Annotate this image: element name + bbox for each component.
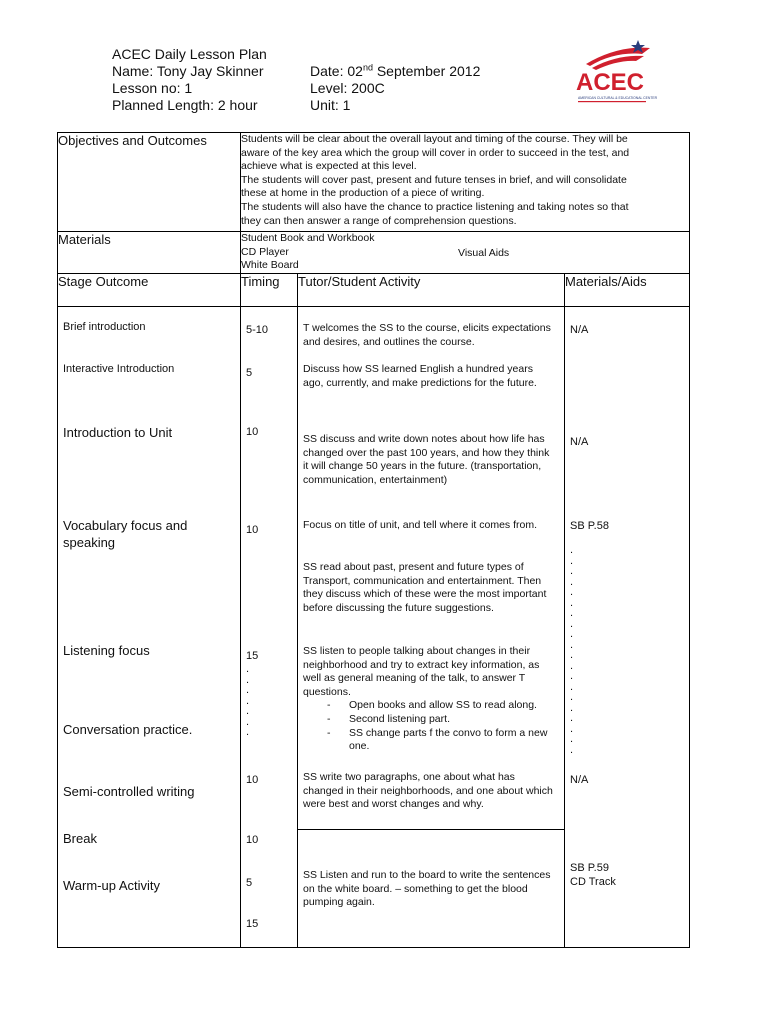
timing-unit-intro: 10 [246, 426, 259, 438]
stage-vocab: Vocabulary focus and speaking [63, 518, 188, 550]
materials-label: Materials [58, 232, 241, 274]
activity-brief: T welcomes the SS to the course, elicits expectations and desires, and outlines the course. [303, 322, 551, 348]
aids-dots: . . . . . . . . . . . . . . . . . . . . [570, 544, 574, 756]
aids-semi: N/A [570, 774, 589, 786]
timing-dots: . . . . . . . [246, 663, 250, 738]
lesson-date: Date: 02nd September 2012 [310, 62, 481, 79]
stages-row [58, 307, 690, 948]
acec-logo-graphic [566, 38, 658, 108]
activity-divider [298, 829, 564, 830]
objectives-row [58, 133, 690, 232]
acec-logo [566, 38, 658, 108]
svg-text:ACEC: ACEC [576, 69, 645, 96]
timing-brief: 5-10 [246, 324, 269, 336]
activity-vocab-focus: Focus on title of unit, and tell where it comes from. [303, 519, 538, 531]
stage-brief: Brief introduction [63, 321, 146, 333]
col-materials-aids: Materials/Aids [565, 274, 690, 307]
stage-break: Break [63, 831, 97, 846]
timing-vocab: 10 [246, 524, 259, 536]
lesson-number: Lesson no: 1 [112, 80, 193, 96]
stage-semi: Semi-controlled writing [63, 784, 195, 799]
visual-aids: Visual Aids [458, 247, 510, 259]
timing-semi: 10 [246, 774, 259, 786]
timing-column [241, 307, 298, 948]
aids-column [565, 307, 690, 948]
svg-text:AMERICAN CULTURAL & EDUCATIONA: AMERICAN CULTURAL & EDUCATIONAL CENTER [578, 96, 658, 100]
timing-break: 10 [246, 834, 259, 846]
listening-step: - Second listening part. [349, 713, 553, 727]
timing-listening: 15 [246, 650, 259, 662]
stage-conversation: Conversation practice. [63, 722, 193, 737]
teacher-name: Name: Tony Jay Skinner [112, 63, 264, 79]
stage-column [58, 307, 241, 948]
timing-interactive: 5 [246, 367, 253, 379]
activity-listening: SS listen to people talking about changes in their neighborhood and try to extract key information, as well as general meaning of the talk, to answer T questions. - Open books and allow SS to read along. - Second listening part. - SS change parts f the convo to form a new one. [303, 645, 553, 754]
activity-vocab-read: SS read about past, present and future types of Transport, communication and entertainment. Then they discuss which of these were the most important before discussing the future suggestions. [303, 561, 547, 614]
stage-warmup: Warm-up Activity [63, 878, 161, 893]
lesson-level: Level: 200C [310, 80, 385, 96]
listening-steps [303, 699, 553, 753]
activity-column [298, 307, 565, 948]
activity-semi: SS write two paragraphs, one about what has changed in their neighborhoods, and one about which were best and worst changes and why. [303, 771, 553, 811]
lesson-plan-table [57, 132, 690, 948]
lesson-header [112, 46, 480, 114]
col-activity: Tutor/Student Activity [298, 274, 565, 307]
aids-brief: N/A [570, 324, 589, 336]
stage-unit-intro: Introduction to Unit [63, 425, 173, 440]
column-header-row [58, 274, 690, 307]
activity-interactive: Discuss how SS learned English a hundred years ago, currently, and make predictions for the future. [303, 363, 537, 389]
listening-step: - Open books and allow SS to read along. [349, 699, 553, 713]
col-stage-outcome: Stage Outcome [58, 274, 241, 307]
aids-warmup: SB P.59 CD Track [570, 862, 616, 888]
lesson-unit: Unit: 1 [310, 97, 351, 113]
aids-vocab: SB P.58 [570, 520, 609, 532]
listening-step: - SS change parts f the convo to form a new one. [349, 727, 553, 754]
plan-title: ACEC Daily Lesson Plan [112, 46, 267, 62]
aids-unit-intro: N/A [570, 436, 589, 448]
materials-row [58, 232, 690, 274]
planned-length: Planned Length: 2 hour [112, 97, 258, 113]
col-timing: Timing [241, 274, 298, 307]
activity-warmup: SS Listen and run to the board to write the sentences on the white board. – something to get the blood pumping again. [303, 869, 551, 909]
objectives-text: Students will be clear about the overall layout and timing of the course. They will be aware of the key area which the group will cover in order to succeed in the test, and achieve what is expected at this level. The students will cover past, present and future tenses in brief, and will consolidate these at home in the production of a piece of writing. The students will also have the chance to practice listening and taking notes so that they can then answer a range of comprehension questions. [241, 133, 690, 232]
timing-warmup: 5 [246, 877, 253, 889]
activity-unit-intro: SS discuss and write down notes about how life has changed over the past 100 years, and how they think it will change 50 years in the future. (transportation, communication, entertainment) [303, 433, 550, 486]
materials-list: Student Book and Workbook CD Player White Board Visual Aids [241, 232, 690, 274]
timing-last: 15 [246, 918, 259, 930]
stage-listening: Listening focus [63, 643, 150, 658]
stage-interactive: Interactive Introduction [63, 363, 175, 375]
objectives-label: Objectives and Outcomes [58, 133, 241, 232]
